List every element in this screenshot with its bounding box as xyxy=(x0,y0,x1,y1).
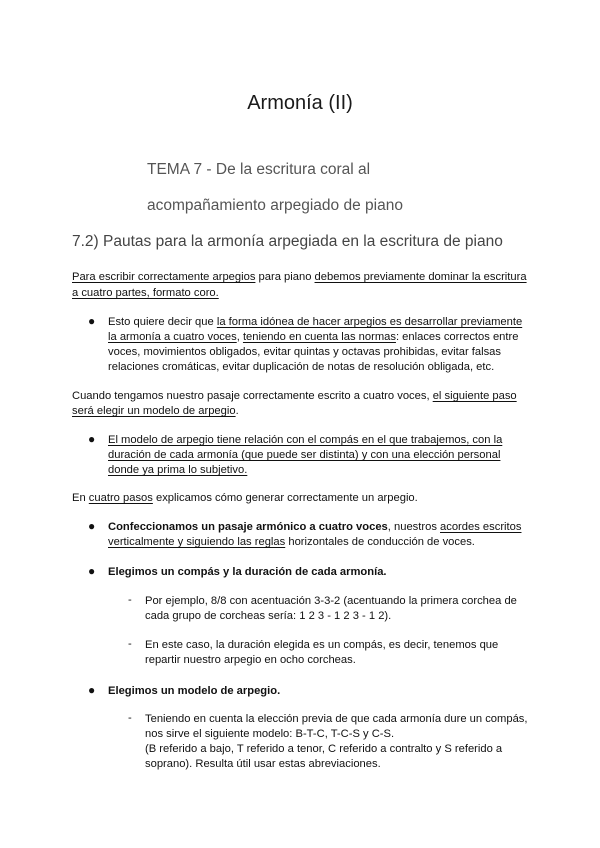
text: , xyxy=(236,331,243,343)
bullet-1-line-2 xyxy=(108,330,518,346)
paragraph-2-line-1 xyxy=(72,389,517,405)
bullet-marker: ● xyxy=(88,683,96,697)
topic-heading-line-2: acompañamiento arpegiado de piano xyxy=(147,197,403,214)
step-2-sub-1-line-1: Por ejemplo, 8/8 con acentuación 3-3-2 (acentuando la primera corchea de xyxy=(145,595,517,607)
step-3-heading: Elegimos un modelo de arpegio. xyxy=(108,685,281,697)
bold-text: Confeccionamos un pasaje armónico a cuatro voces xyxy=(108,521,388,533)
step-2-sub-2-line-1: En este caso, la duración elegida es un compás, es decir, tenemos que xyxy=(145,639,499,651)
bullet-marker: ● xyxy=(88,564,96,578)
step-3-sub-1-line-1: Teniendo en cuenta la elección previa de que cada armonía dure un compás, xyxy=(145,713,528,725)
bullet-1-line-3: voces, movimientos obligados, evitar quintas y octavas prohibidas, evitar falsas xyxy=(108,346,501,358)
text: . xyxy=(235,405,239,417)
dash-marker: - xyxy=(128,594,132,606)
paragraph-2-line-2 xyxy=(72,404,239,420)
text: para piano xyxy=(255,271,315,283)
underlined-text: el siguiente paso xyxy=(432,390,517,402)
bullet-2-line-2: duración de cada armonía (que puede ser distinta) y con una elección personal xyxy=(108,449,501,461)
topic-heading-line-1: TEMA 7 - De la escritura coral al xyxy=(147,161,371,178)
underlined-text: verticalmente y siguiendo las reglas xyxy=(108,536,286,548)
step-1-line-2 xyxy=(108,535,475,551)
step-1-line-1 xyxy=(108,520,521,536)
paragraph-1-line-2 xyxy=(72,286,219,302)
paragraph-1-line-1 xyxy=(72,270,527,286)
bullet-2-line-1: El modelo de arpegio tiene relación con el compás en el que trabajemos, con la xyxy=(108,434,503,446)
paragraph-3 xyxy=(72,491,418,507)
dash-marker: - xyxy=(128,712,132,724)
step-3-sub-1-line-2: nos sirve el siguiente modelo: B-T-C, T-C-S y C-S. xyxy=(145,728,395,740)
text: En xyxy=(72,492,89,504)
bullet-marker: ● xyxy=(88,314,96,328)
bullet-1-line-4: relaciones cromáticas, evitar duplicación de notas de resolución obligada, etc. xyxy=(108,361,495,373)
bullet-1-line-1 xyxy=(108,315,522,331)
step-3-sub-1-line-3: (B referido a bajo, T referido a tenor, C referido a contralto y S referido a xyxy=(145,743,503,755)
text: Cuando tengamos nuestro pasaje correctamente escrito a cuatro voces, xyxy=(72,390,433,402)
text: explicamos cómo generar correctamente un arpegio. xyxy=(152,492,418,504)
step-3-sub-1-line-4: soprano). Resulta útil usar estas abreviaciones. xyxy=(145,758,381,770)
underlined-text: debemos previamente dominar la escritura xyxy=(314,271,527,283)
step-2-heading: Elegimos un compás y la duración de cada armonía. xyxy=(108,566,387,578)
underlined-text: la armonía a cuatro voces xyxy=(108,331,237,343)
underlined-text: acordes escritos xyxy=(440,521,522,533)
bullet-marker: ● xyxy=(88,432,96,446)
section-heading: 7.2) Pautas para la armonía arpegiada en la escritura de piano xyxy=(72,233,503,250)
underlined-text: teniendo en cuenta las normas xyxy=(242,331,396,343)
underlined-text: a cuatro partes, formato coro. xyxy=(72,287,219,299)
text: horizontales de conducción de voces. xyxy=(285,536,475,548)
text: : enlaces correctos entre xyxy=(395,331,519,343)
bullet-2-line-3: donde ya prima lo subjetivo. xyxy=(108,464,248,476)
text: Esto quiere decir que xyxy=(108,316,217,328)
underlined-text: la forma idónea de hacer arpegios es desarrollar previamente xyxy=(216,316,523,328)
step-2-sub-1-line-2: cada grupo de corcheas sería: 1 2 3 - 1 2 3 - 1 2). xyxy=(145,610,392,622)
page-title: Armonía (II) xyxy=(247,92,353,114)
underlined-text: será elegir un modelo de arpegio xyxy=(72,405,236,417)
step-2-sub-2-line-2: repartir nuestro arpegio en ocho corcheas. xyxy=(145,654,356,666)
underlined-text: Para escribir correctamente arpegios xyxy=(72,271,256,283)
text: , nuestros xyxy=(387,521,441,533)
bullet-marker: ● xyxy=(88,519,96,533)
underlined-text: cuatro pasos xyxy=(88,492,153,504)
dash-marker: - xyxy=(128,638,132,650)
